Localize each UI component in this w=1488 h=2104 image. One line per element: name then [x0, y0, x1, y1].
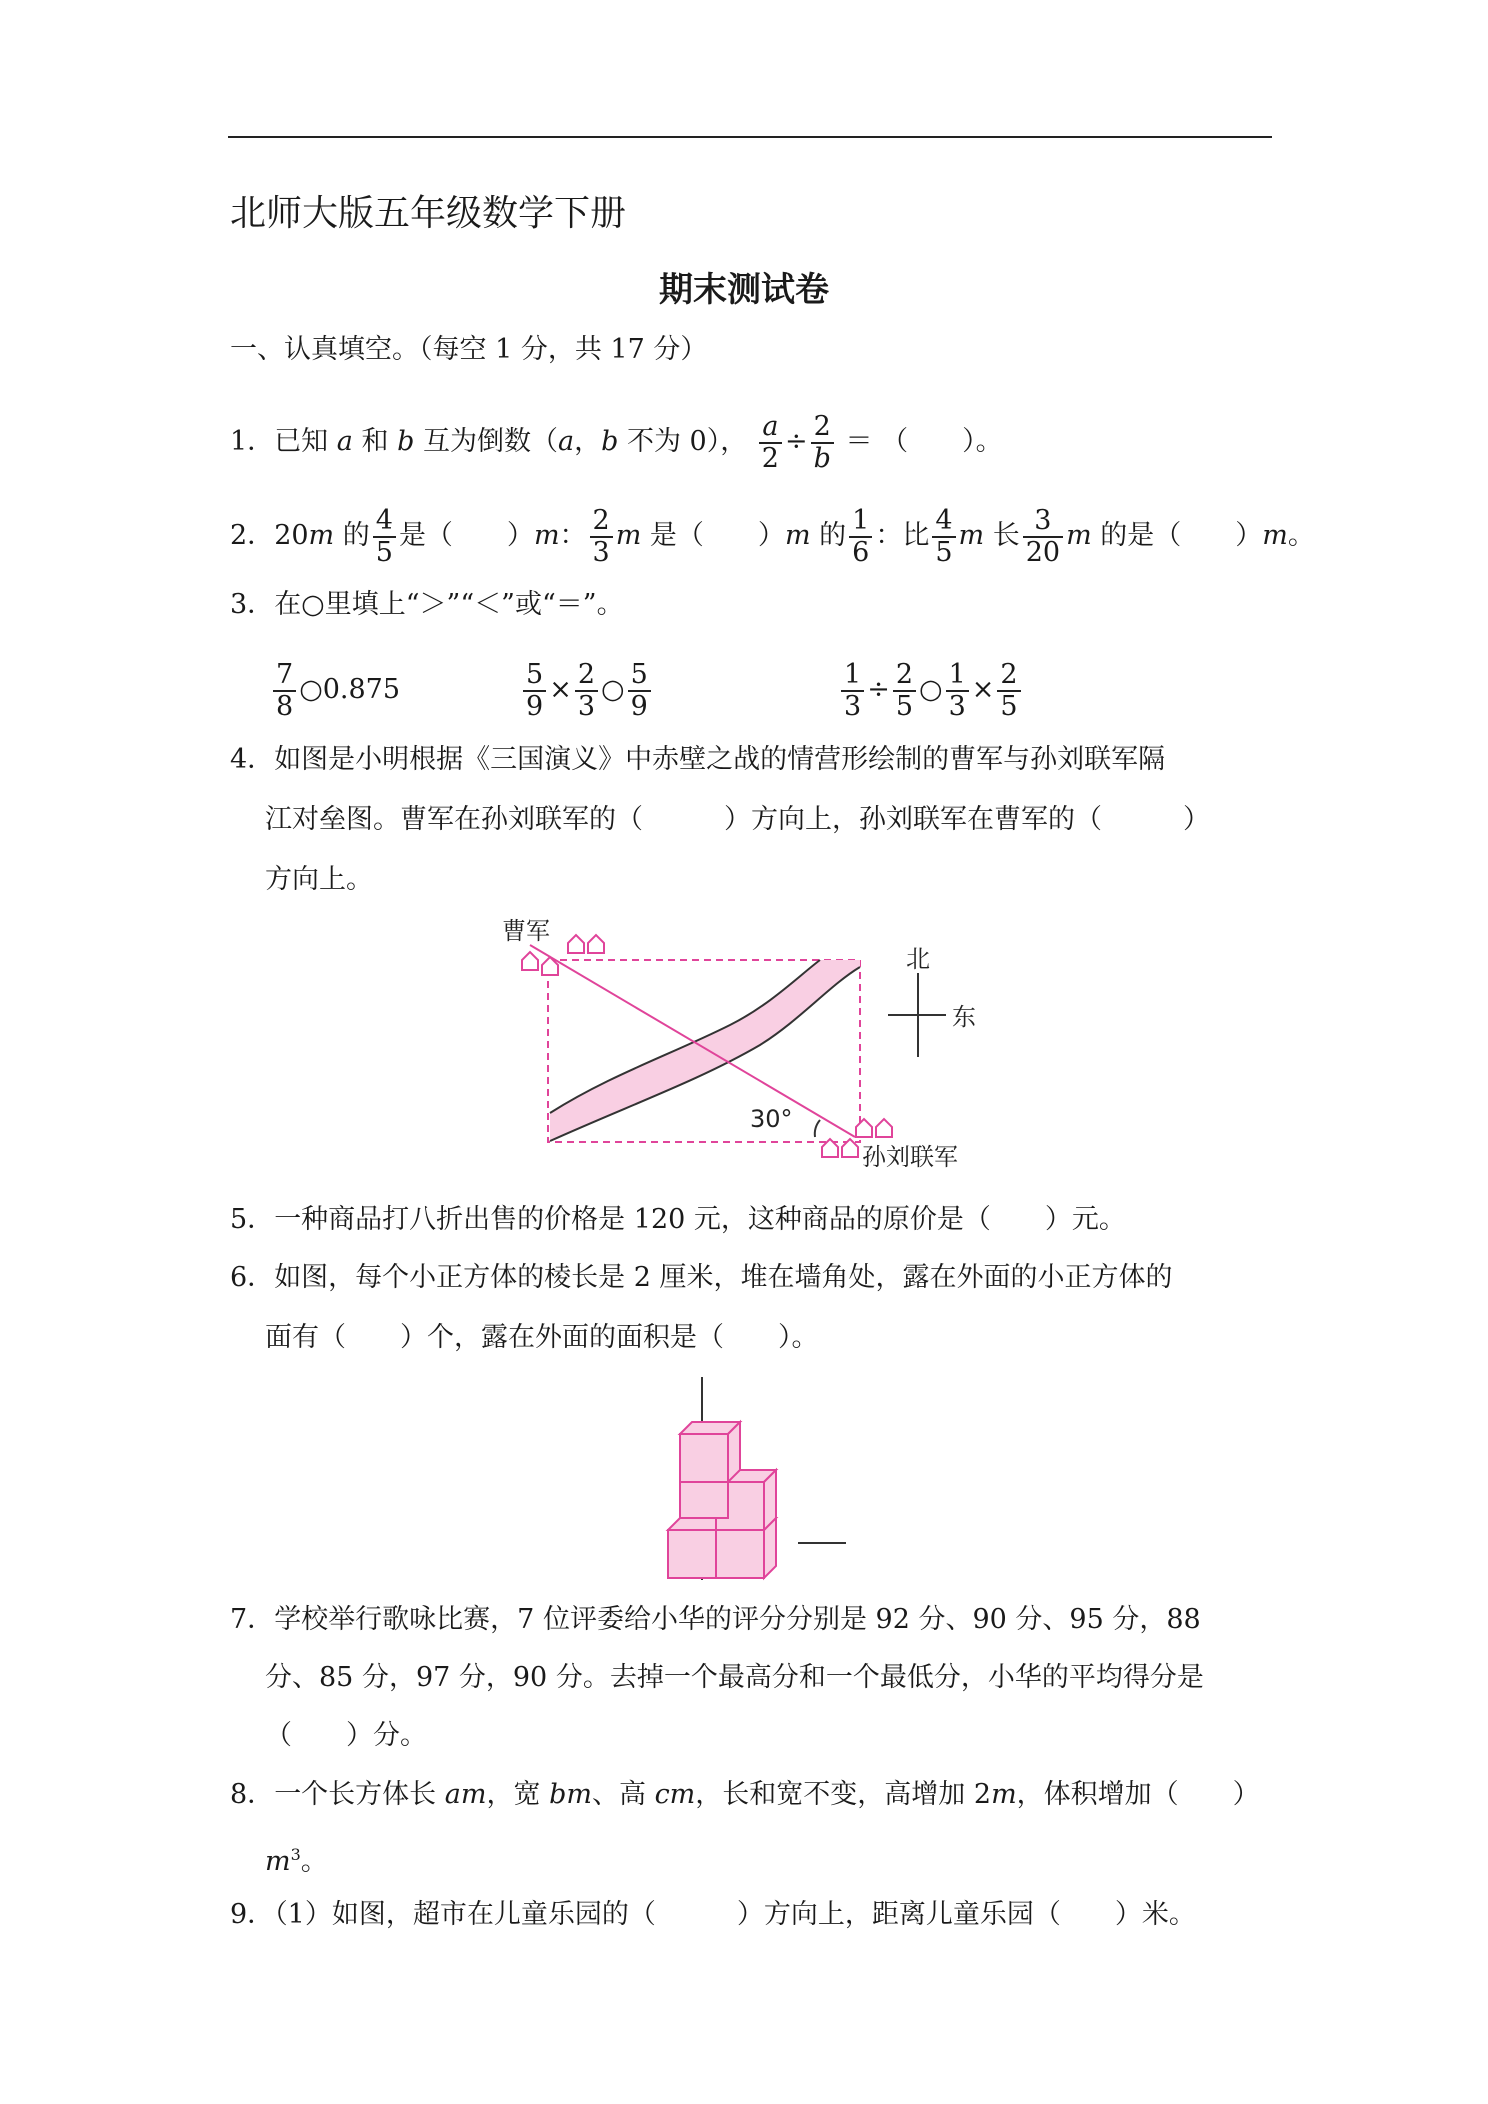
compass-north: 北 [906, 945, 930, 973]
question-7-line3: （ ）分。 [265, 1720, 427, 1751]
header-rule [228, 136, 1272, 138]
question-3: 3．在○里填上“＞”“＜”或“＝”。 [230, 589, 624, 620]
question-6: 6．如图，每个小正方体的棱长是 2 厘米，堆在墙角处，露在外面的小正方体的 [230, 1262, 1173, 1293]
compare-circle[interactable]: ○ [919, 674, 943, 706]
fraction: $\frac{1}{3}$ [946, 660, 969, 721]
compass-east: 东 [952, 1003, 976, 1031]
fraction: $\frac{2}{5}$ [893, 660, 916, 721]
question-1: 1．已知 a 和 b 互为倒数（a，b 不为 0）， $\frac{a}{2}$ ÷ $\frac{2}{b}$ ＝ （ ）。 [230, 411, 1003, 474]
cao-label: 曹军 [502, 917, 550, 945]
compare-item-2: $\frac{5}{9}$ × $\frac{2}{3}$ ○ $\frac{5}{9}$ [520, 660, 654, 721]
fraction: $\frac{1}{3}$ [841, 660, 864, 721]
angle-label: 30° [750, 1105, 793, 1133]
compare-item-1 [270, 660, 400, 721]
compare-circle[interactable]: ○0.875 [299, 674, 401, 706]
compare-item-3: $\frac{1}{3}$ ÷ $\frac{2}{5}$ ○ $\frac{1}{3}$ × $\frac{2}{5}$ [838, 660, 1024, 721]
fraction: $\frac{2}{5}$ [997, 660, 1020, 721]
question-6-line2: 面有（ ）个，露在外面的面积是（ ）。 [265, 1322, 819, 1353]
fraction: $\frac{5}{9}$ [523, 660, 546, 721]
cubes [668, 1422, 776, 1578]
question-8-line2: $m^3$。 [265, 1845, 328, 1877]
compare-circle[interactable]: ○ [601, 674, 625, 706]
fraction: $\frac{2}{3}$ [590, 506, 613, 567]
subject-title: 北师大版五年级数学下册 [230, 193, 627, 234]
question-7: 7．学校举行歌咏比赛，7 位评委给小华的评分分别是 92 分、90 分、95 分，88 [230, 1604, 1201, 1635]
fraction: $\frac{4}{5}$ [932, 506, 955, 567]
fraction: $\frac{1}{6}$ [849, 506, 872, 567]
question-4-line2: 江对垒图。曹军在孙刘联军的（ ）方向上，孙刘联军在曹军的（ ） [265, 804, 1210, 835]
cube-stack-figure [650, 1375, 850, 1585]
battle-map-figure [500, 915, 1020, 1175]
question-5: 5．一种商品打八折出售的价格是 120 元，这种商品的原价是（ ）元。 [230, 1204, 1126, 1235]
fraction: $\frac{7}{8}$ [273, 660, 296, 721]
fraction: $\frac{a}{2}$ [759, 412, 782, 473]
question-7-line2: 分、85 分，97 分，90 分。去掉一个最高分和一个最低分，小华的平均得分是 [265, 1662, 1204, 1693]
river [550, 960, 860, 1141]
fraction: $\frac{5}{9}$ [628, 660, 651, 721]
fraction: $\frac{2}{3}$ [575, 660, 598, 721]
question-4: 4．如图是小明根据《三国演义》中赤壁之战的情营形绘制的曹军与孙刘联军隔 [230, 744, 1166, 775]
sun-label: 孙刘联军 [862, 1143, 958, 1171]
angle-arc [815, 1120, 820, 1137]
section-heading: 一、认真填空。（每空 1 分，共 17 分） [230, 334, 708, 365]
question-8: 8．一个长方体长 am，宽 bm、高 cm，长和宽不变，高增加 2m，体积增加（ ） [230, 1779, 1260, 1810]
question-4-line3: 方向上。 [265, 864, 373, 895]
fraction: $\frac{4}{5}$ [373, 506, 396, 567]
question-9: 9．（1）如图，超市在儿童乐园的（ ）方向上，距离儿童乐园（ ）米。 [230, 1899, 1196, 1930]
question-2: 2．20m 的 $\frac{4}{5}$ 是（ ）m： $\frac{2}{3}$ m 是（ ）m 的 $\frac{1}{6}$ ：比 $\frac{4}{5}$ m 长 $\frac{3}{20}$ m 的是（ ）m。 [230, 505, 1315, 568]
fraction: $\frac{3}{20}$ [1023, 506, 1063, 567]
fraction: $\frac{2}{b}$ [811, 412, 834, 473]
answer-blank[interactable]: （ ）。 [881, 426, 1003, 458]
page-title: 期末测试卷 [659, 270, 829, 310]
